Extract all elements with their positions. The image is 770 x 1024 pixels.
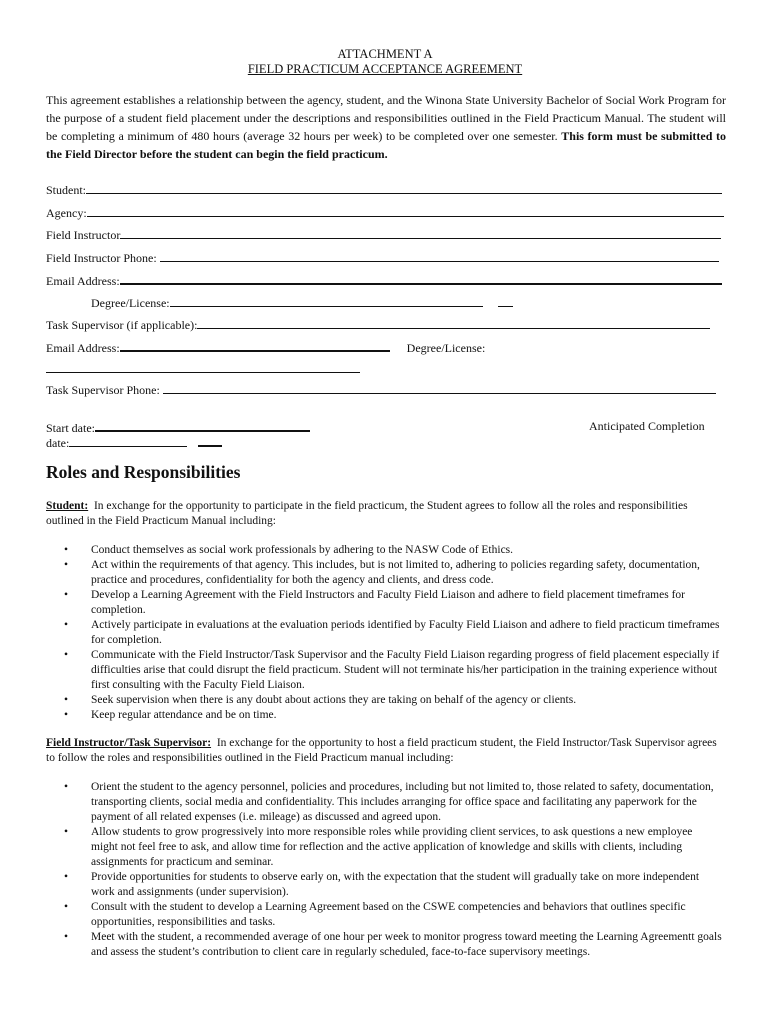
bullet-icon: • xyxy=(64,619,69,631)
field-instructor-responsibility-item-text: Meet with the student, a recommended average of one hour per week to monitor progress toward meeting the Learning Agreementt goals and assess the student’s contribution to client care in regularly scheduled, face-to-face supervisory meetings. xyxy=(91,931,722,958)
degree-license-2-input-line[interactable] xyxy=(46,361,360,373)
degree-license-label: Degree/License: xyxy=(91,296,170,310)
field-instructor-responsibility-item-text: Allow students to grow progressively into more responsible roles while providing client services, to ask questions a new employee might not feel free to ask, and allow time for reflection and the active application of knowledge and skills with clients, including assignments for practicum and seminar. xyxy=(91,826,693,868)
start-date-input-line[interactable] xyxy=(95,419,310,432)
bullet-icon: • xyxy=(64,709,69,721)
student-responsibility-item xyxy=(62,618,722,648)
completion-date-label: date: xyxy=(46,436,70,450)
completion-date-field xyxy=(46,434,222,451)
bullet-icon: • xyxy=(64,931,69,943)
email-address-2-input-line[interactable] xyxy=(120,339,390,352)
intro-paragraph xyxy=(46,91,726,163)
field-instructor-phone-input-line[interactable] xyxy=(160,250,719,262)
document-title: FIELD PRACTICUM ACCEPTANCE AGREEMENT xyxy=(247,62,523,76)
email-address-input-line[interactable] xyxy=(120,272,722,285)
field-instructor-responsibility-item xyxy=(62,930,722,960)
student-responsibilities-list xyxy=(62,543,722,723)
student-label: Student: xyxy=(46,183,87,197)
bullet-icon: • xyxy=(64,559,69,571)
student-responsibility-item xyxy=(62,648,722,693)
completion-date-input-line[interactable] xyxy=(69,435,187,447)
field-instructor-responsibilities-list xyxy=(62,780,722,960)
student-roles-intro xyxy=(46,499,726,529)
roles-heading: Roles and Responsibilities xyxy=(46,462,241,482)
agency-field xyxy=(46,205,724,221)
student-responsibility-item-text: Conduct themselves as social work professionals by adhering to the NASW Code of Ethics. xyxy=(91,544,514,556)
field-instructor-responsibility-item-text: Provide opportunities for students to observe early on, with the expectation that the student will gradually take on more independent work and assignments (under supervision). xyxy=(91,871,700,898)
submission-note: This form must be submitted to the Field Director before the student can begin the field practicum. xyxy=(46,129,727,161)
student-responsibility-item-text: Keep regular attendance and be on time. xyxy=(91,709,277,721)
student-responsibility-item xyxy=(62,543,722,558)
degree-license-input-line[interactable] xyxy=(170,295,483,307)
field-instructor-responsibility-item xyxy=(62,900,722,930)
start-date-label: Start date: xyxy=(46,421,95,435)
degree-license-2-continuation xyxy=(46,361,360,377)
agency-label: Agency: xyxy=(46,206,87,220)
student-responsibility-item xyxy=(62,693,722,708)
task-supervisor-phone-label: Task Supervisor Phone: xyxy=(46,383,160,397)
bullet-icon: • xyxy=(64,649,69,661)
field-instructor-input-line[interactable] xyxy=(120,227,721,239)
bullet-icon: • xyxy=(64,781,69,793)
student-input-line[interactable] xyxy=(86,182,722,194)
task-supervisor-input-line[interactable] xyxy=(197,317,710,329)
field-instructor-roles-text: In exchange for the opportunity to host a field practicum student, the Field Instructor/Task Supervisor agrees to follow the roles and responsibilities outlined in the Field Practicum manual including: xyxy=(46,737,717,764)
completion-date-extra-line[interactable] xyxy=(198,434,222,447)
field-instructor-label: Field Instructor xyxy=(46,228,121,242)
email-address-label: Email Address: xyxy=(46,274,120,288)
field-instructor-phone-field xyxy=(46,250,719,266)
field-instructor-responsibility-item-text: Consult with the student to develop a Learning Agreement based on the CSWE competencies and behaviors that outlines specific opportunities, responsibilities and tasks. xyxy=(91,901,686,928)
field-instructor-responsibility-item xyxy=(62,870,722,900)
student-roles-lead: Student: xyxy=(46,500,89,512)
bullet-icon: • xyxy=(64,871,69,883)
bullet-icon: • xyxy=(64,589,69,601)
bullet-icon: • xyxy=(64,901,69,913)
student-responsibility-item-text: Act within the requirements of that agency. This includes, but is not limited to, adhering to policies regarding safety, documentation, practice and procedures, confidentiality for both the agency and clients, and dress code. xyxy=(91,559,700,586)
field-instructor-field xyxy=(46,227,721,243)
degree-license-2-label: Degree/License: xyxy=(406,341,486,355)
student-roles-text: In exchange for the opportunity to participate in the field practicum, the Student agrees to follow all the roles and responsibilities outlined in the Field Practicum Manual including: xyxy=(46,500,688,527)
student-responsibility-item xyxy=(62,708,722,723)
anticipated-completion-label: Anticipated Completion xyxy=(589,419,705,433)
bullet-icon: • xyxy=(64,826,69,838)
task-supervisor-label: Task Supervisor (if applicable): xyxy=(46,318,198,332)
intro-text: This agreement establishes a relationship between the agency, student, and the Winona State University Bachelor of Social Work Program for the purpose of a student field placement under the descriptions and responsibilities outlined in the Field Practicum Manual. The student will be completing a minimum of 480 hours (average 32 hours per week) to be completed over one semester. xyxy=(46,93,726,143)
student-responsibility-item-text: Actively participate in evaluations at the evaluation periods identified by Faculty Field Liaison and adhere to field practicum timeframes for completion. xyxy=(91,619,720,646)
agency-input-line[interactable] xyxy=(87,205,724,217)
email-address-2-field xyxy=(46,339,485,356)
field-instructor-phone-label: Field Instructor Phone: xyxy=(46,251,157,265)
task-supervisor-phone-field xyxy=(46,382,716,398)
student-responsibility-item-text: Develop a Learning Agreement with the Field Instructors and Faculty Field Liaison and adhere to field placement timeframes for completion. xyxy=(91,589,685,616)
task-supervisor-phone-input-line[interactable] xyxy=(163,382,716,394)
email-address-2-label: Email Address: xyxy=(46,341,120,355)
field-instructor-responsibility-item xyxy=(62,825,722,870)
field-instructor-roles-intro xyxy=(46,736,726,766)
student-responsibility-item-text: Seek supervision when there is any doubt about actions they are taking on behalf of the agency or clients. xyxy=(91,694,577,706)
field-instructor-responsibility-item xyxy=(62,780,722,825)
degree-license-field xyxy=(91,295,513,311)
student-field xyxy=(46,182,722,198)
field-instructor-responsibility-item-text: Orient the student to the agency personnel, policies and procedures, including but not limited to, those related to safety, documentation, transporting clients, social media and confidentiality. This includes arranging for office space and facilitating any paperwork for the payment of all related expenses (i.e. mileage) as discussed and agreed upon. xyxy=(91,781,714,823)
student-responsibility-item xyxy=(62,558,722,588)
email-address-field xyxy=(46,272,722,289)
student-responsibility-item xyxy=(62,588,722,618)
bullet-icon: • xyxy=(64,544,69,556)
bullet-icon: • xyxy=(64,694,69,706)
degree-license-extra-line[interactable] xyxy=(498,295,513,307)
task-supervisor-field xyxy=(46,317,710,333)
attachment-label: ATTACHMENT A xyxy=(337,47,433,61)
field-instructor-roles-lead: Field Instructor/Task Supervisor: xyxy=(46,737,212,749)
student-responsibility-item-text: Communicate with the Field Instructor/Task Supervisor and the Faculty Field Liaison regarding progress of field placement especially if difficulties arise that could disrupt the field practicum. Student will not terminate his/her participation in the training experience without first consulting with the Faculty Field Liaison. xyxy=(91,649,720,691)
